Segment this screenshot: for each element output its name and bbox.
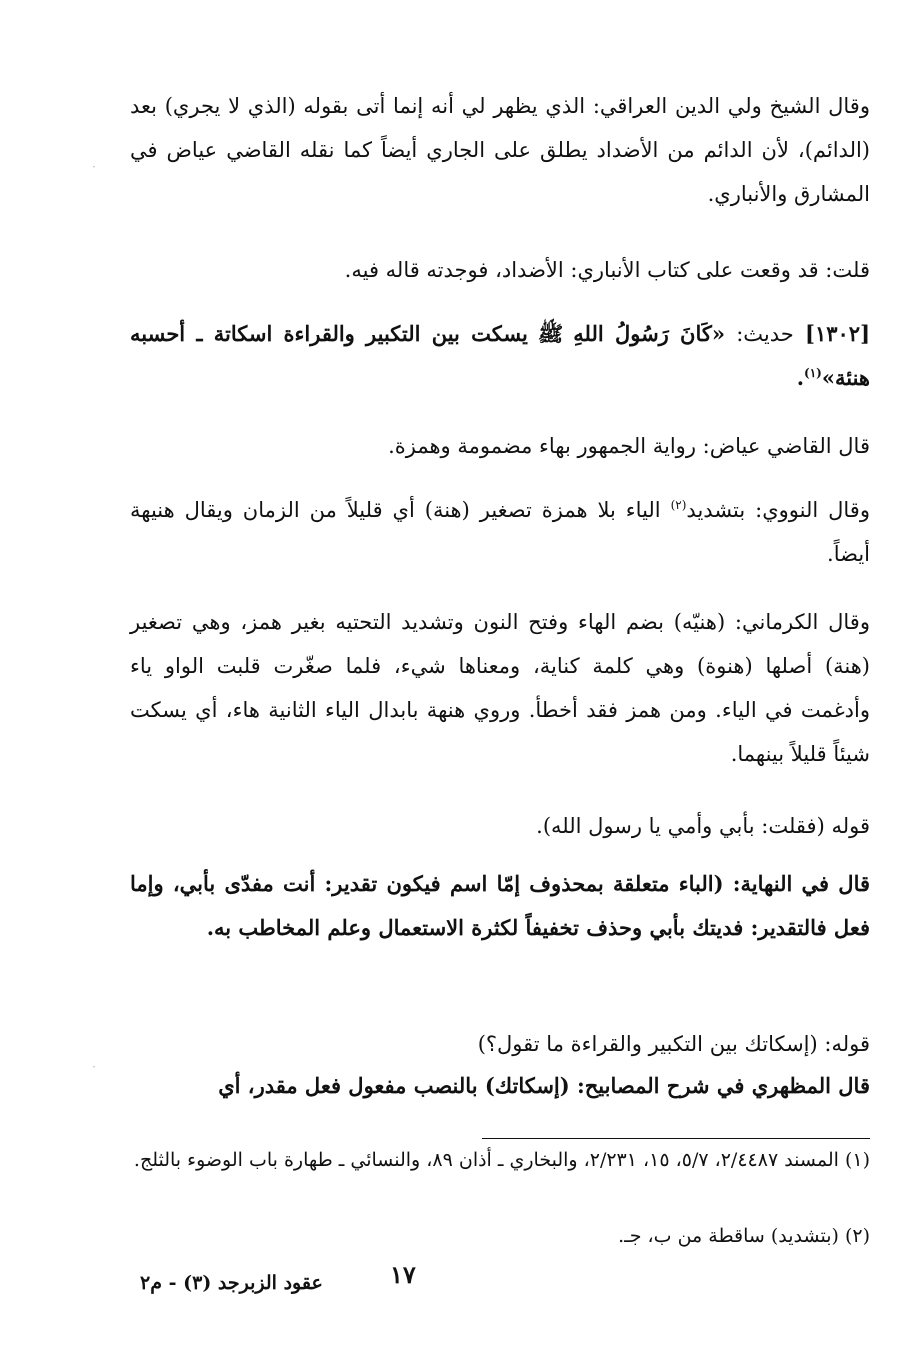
paragraph-qadi-iyad: قال القاضي عياض: رواية الجمهور بهاء مضمومة وهمزة. xyxy=(388,434,870,458)
hadith-text-b: يسكت بين التكبير والقراءة اسكاتة ـ أحسبه هنئة» xyxy=(130,321,870,390)
paragraph-bi-abi: قوله (فقلت: بأبي وأمي يا رسول الله). xyxy=(536,814,870,838)
paragraph-iskatuka: قوله: (إسكاتك بين التكبير والقراءة ما تقول؟) xyxy=(477,1032,870,1056)
hadith-text-a: «كَانَ رَسُولُ اللهِ xyxy=(573,321,725,346)
scan-speck: · xyxy=(92,160,96,174)
footnote-1: (١) المسند ٢/٤٤٨٧، ٥/٧، ١٥، ٢/٢٣١، والبخاري ـ أذان ٨٩، والنسائي ـ طهارة باب الوضوء بالثلج. xyxy=(133,1149,870,1171)
scan-speck: · xyxy=(92,1060,96,1074)
nawawi-text-a: وقال النووي: بتشديد xyxy=(686,498,870,522)
hadith-1302: [١٣٠٢] حديث: «كَانَ رَسُولُ اللهِﷺيسكت بين التكبير والقراءة اسكاتة ـ أحسبه هنئة»$^{(١)}$. xyxy=(130,321,870,390)
page-number: ١٧ xyxy=(390,1260,416,1289)
paragraph-anbari: قلت: قد وقعت على كتاب الأنباري: الأضداد، فوجدته قاله فيه. xyxy=(344,258,870,282)
footnote-ref-2: (٢) xyxy=(670,498,687,512)
salutation-ligature: ﷺ xyxy=(537,321,564,346)
paragraph-nihaya: قال في النهاية: (الباء متعلقة بمحذوف إمّا اسم فيكون تقدير: أنت مفدّى بأبي، وإما فعل فالتقدير: فديتك بأبي وحذف تخفيفاً لكثرة الاستعمال وعلم المخاطب به. xyxy=(130,871,870,940)
hadith-number: [١٣٠٢] xyxy=(805,321,870,346)
paragraph-kirmani: وقال الكرماني: (هنيّه) بضم الهاء وفتح النون وتشديد التحتيه بغير همز، وهي تصغير (هنة) أصلها (هنوة) وهي كلمة كناية، ومعناها شيء، فلما صغّرت قلبت الواو ياء وأدغمت في الياء. ومن همز فقد أخطأ. وروي هنهة بابدال الياء الثانية هاء، أي يسكت شيئاً قليلاً بينهما. xyxy=(130,610,870,766)
running-footer-title: عقود الزبرجد (٣) - م٢ xyxy=(140,1272,323,1294)
paragraph-mazhari: قال المظهري في شرح المصابيح: (إسكاتك) بالنصب مفعول فعل مقدر، أي xyxy=(218,1073,870,1098)
footnote-2: (٢) (بتشديد) ساقطة من ب، جـ. xyxy=(618,1225,870,1247)
footnote-ref-1: (١) xyxy=(804,366,822,380)
paragraph-nawawi xyxy=(130,488,870,576)
hadith-label: حديث: xyxy=(736,322,794,346)
footnote-separator xyxy=(482,1138,870,1139)
paragraph-iraqi: وقال الشيخ ولي الدين العراقي: الذي يظهر لي أنه إنما أتى بقوله (الذي لا يجري) بعد (الدائم)، لأن الدائم من الأضداد يطلق على الجاري أيضاً كما نقله القاضي عياض في المشارق والأنباري. xyxy=(130,94,870,206)
nawawi-text-b: الياء بلا همزة تصغير (هنة) أي قليلاً من الزمان ويقال هنيهة أيضاً. xyxy=(130,498,870,566)
